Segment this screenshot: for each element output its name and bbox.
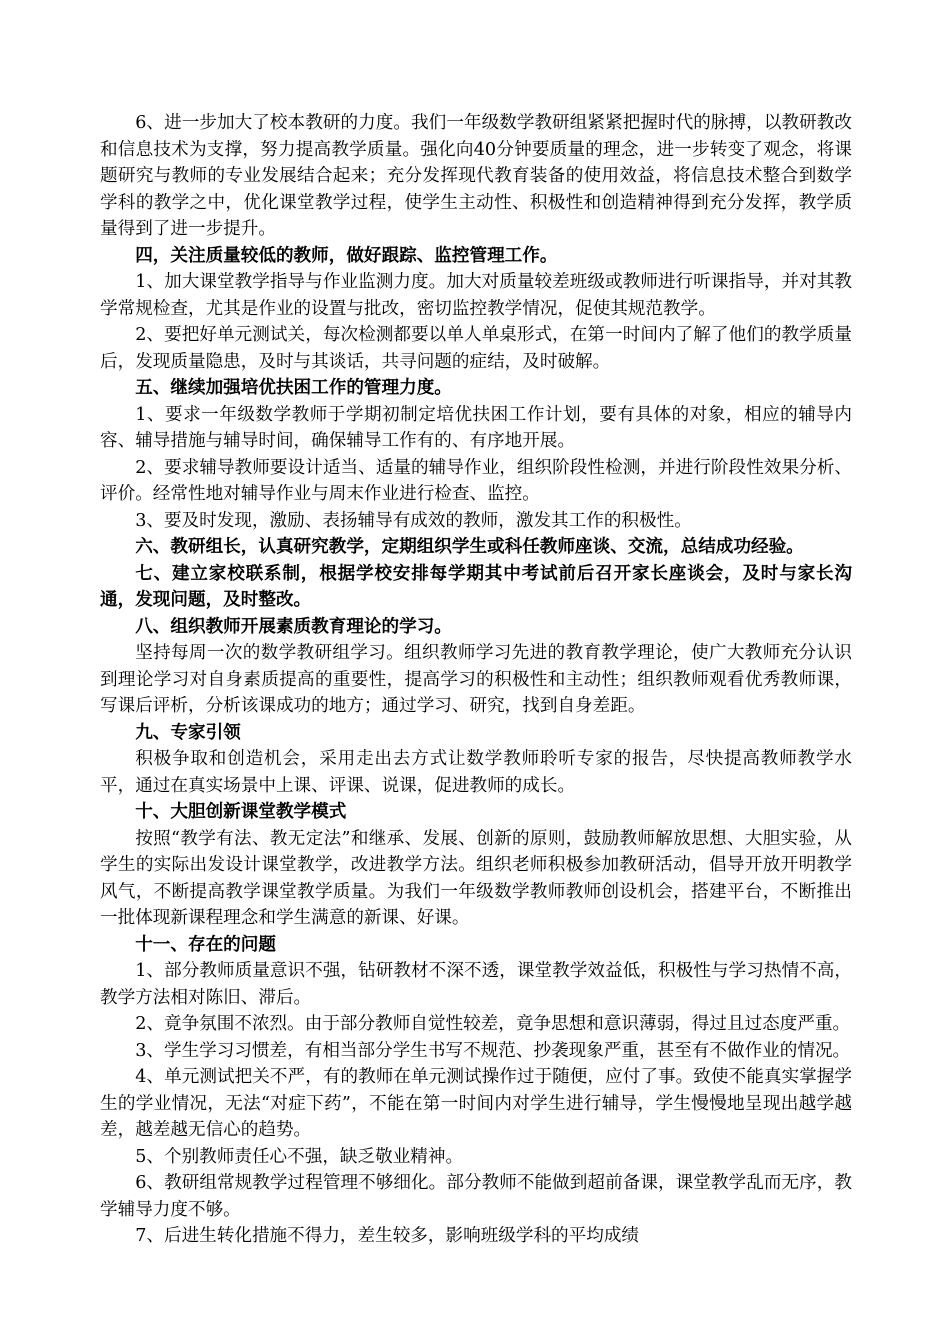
- paragraph: 2、要把好单元测试关，每次检测都要以单人单桌形式，在第一时间内了解了他们的教学质量后，发现质量隐患，及时与其谈话，共寻问题的症结，及时破解。: [100, 325, 852, 372]
- paragraph: 1、要求一年级数学教师于学期初制定培优扶困工作计划，要有具体的对象，相应的辅导内容、辅导措施与辅导时间，确保辅导工作有的、有序地开展。: [100, 404, 852, 451]
- section-heading: 四，关注质量较低的教师，做好跟踪、监控管理工作。: [135, 244, 558, 266]
- paragraph: 坚持每周一次的数学教研组学习。组织教师学习先进的教育教学理论，使广大教师充分认识到理论学习对自身素质提高的重要性，提高学习的积极性和主动性；组织教师观看优秀教师课，写课后评析，分析该课成功的地方；通过学习、研究，找到自身差距。: [100, 643, 852, 716]
- section-heading: 十、大胆创新课堂教学模式: [135, 801, 347, 822]
- section-heading: 六、教研组长，认真研究教学，定期组织学生或科任教师座谈、交流，总结成功经验。: [135, 536, 804, 557]
- paragraph: 积极争取和创造机会，采用走出去方式让数学教师聆听专家的报告，尽快提高教师教学水平，通过在真实场景中上课、评课、说课，促进教师的成长。: [100, 749, 852, 796]
- paragraph: 3、学生学习习惯差，有相当部分学生书写不规范、抄袭现象严重，甚至有不做作业的情况。: [135, 1040, 851, 1061]
- paragraph: 1、部分教师质量意识不强，钻研教材不深不透，课堂教学效益低，积极性与学习热情不高，教学方法相对陈旧、滞后。: [100, 961, 852, 1008]
- section-heading: 十一、存在的问题: [135, 933, 276, 955]
- section-heading: 五、继续加强培优扶困工作的管理力度。: [135, 377, 452, 398]
- paragraph: 4、单元测试把关不严，有的教师在单元测试操作过于随便，应付了事。致使不能真实掌握学生的学业情况，无法“对症下药”，不能在第一时间内对学生进行辅导，学生慢慢地呈现出越学越差，越差越无信心的趋势。: [100, 1067, 852, 1140]
- paragraph: 6、进一步加大了校本教研的力度。我们一年级数学教研组紧紧把握时代的脉搏，以教研教改和信息技术为支撑，努力提高教学质量。强化向40分钟要质量的理念，进一步转变了观念，将课题研究与教师的专业发展结合起来；充分发挥现代教育装备的使用效益，将信息技术整合到数学学科的教学之中，优化课堂教学过程，使学生主动性、积极性和创造精神得到充分发挥，教学质量得到了进一步提升。: [100, 113, 852, 239]
- section-heading: 八、组织教师开展素质教育理论的学习。: [135, 615, 452, 637]
- section-heading: 七、建立家校联系制，根据学校安排每学期其中考试前后召开家长座谈会，及时与家长沟通，发现问题，及时整改。: [100, 562, 852, 610]
- paragraph: 2、竟争氛围不浓烈。由于部分教师自觉性较差，竟争思想和意识薄弱，得过且过态度严重。: [135, 1014, 851, 1034]
- paragraph: 7、后进生转化措施不得力，差生较多，影响班级学科的平均成绩: [135, 1226, 640, 1246]
- document-page: [100, 110, 852, 1250]
- paragraph: 按照“教学有法、教无定法”和继承、发展、创新的原则，鼓励教师解放思想、大胆实验，从学生的实际出发设计课堂教学，改进教学方法。组织老师积极参加教研活动，倡导开放开明教学风气，不断提高教学课堂教学质量。为我们一年级数学教师教师创设机会，搭建平台，不断推出一批体现新课程理念和学生满意的新课、好课。: [100, 828, 852, 928]
- paragraph: 6、教研组常规教学过程管理不够细化。部分教师不能做到超前备课，课堂教学乱而无序，教学辅导力度不够。: [100, 1173, 852, 1220]
- paragraph: 1、加大课堂教学指导与作业监测力度。加大对质量较差班级或教师进行听课指导，并对其教学常规检查，尤其是作业的设置与批改，密切监控教学情况，促使其规范教学。: [100, 272, 852, 319]
- paragraph: 3、要及时发现，激励、表扬辅导有成效的教师，激发其工作的积极性。: [135, 510, 692, 531]
- section-heading: 九、专家引领: [135, 721, 241, 743]
- paragraph: 5、个别教师责任心不强，缺乏敬业精神。: [135, 1146, 464, 1167]
- paragraph: 2、要求辅导教师要设计适当、适量的辅导作业，组织阶段性检测，并进行阶段性效果分析、评价。经常性地对辅导作业与周末作业进行检查、监控。: [100, 457, 852, 504]
